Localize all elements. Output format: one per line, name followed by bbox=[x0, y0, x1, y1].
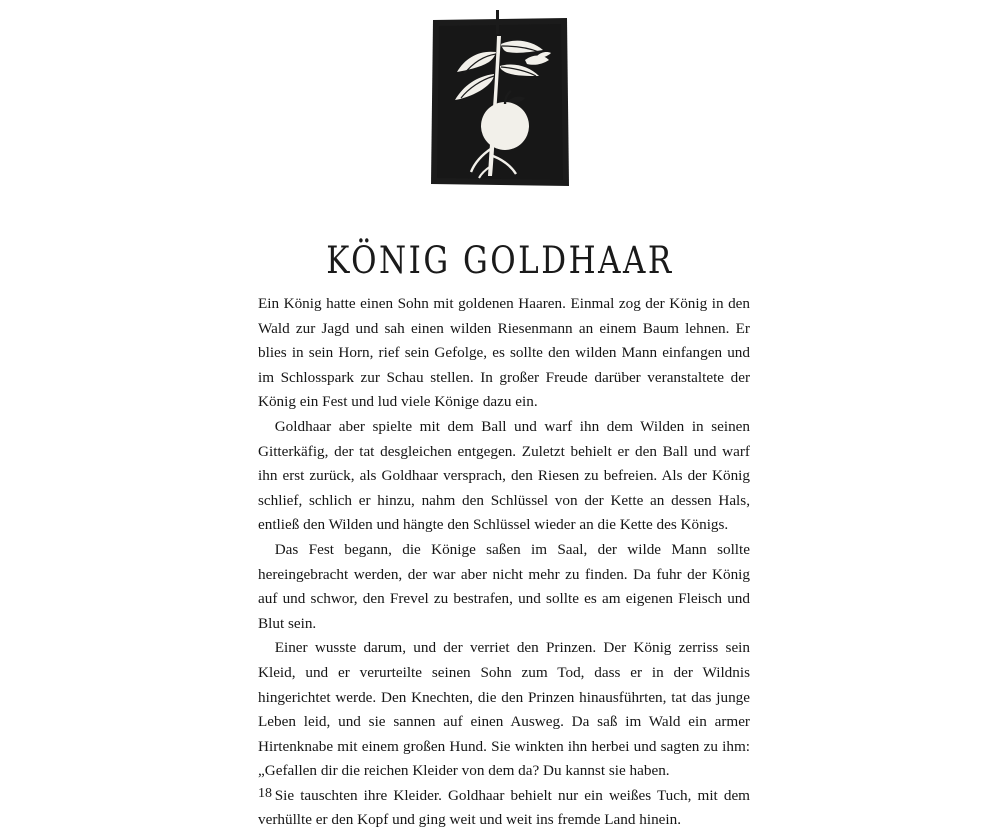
paragraph: Ein König hatte einen Sohn mit goldenen Haaren. Einmal zog der König in den Wald zur Jagd und sah einen wilden Riesenmann an einem Baum lehnen. Er blies in sein Horn, rief sein Gefolge, es sollte den wilden Mann einfangen und im Schlosspark zur Schau stellen. In großer Freude darüber veranstaltete der König ein Fest und lud viele Könige dazu ein. bbox=[258, 295, 750, 411]
woodcut-apple-tree-icon bbox=[417, 8, 583, 198]
paragraph: Goldhaar aber spielte mit dem Ball und warf ihn dem Wilden in seinen Gitterkäfig, der tat desgleichen entgegen. Zuletzt behielt er den Ball und warf ihn erst zurück, als Goldhaar versprach, den Riesen zu befreien. Als der König schlief, schlich er hinzu, nahm den Schlüssel von der Kette an dessen Hals, entließ den Wilden und hängte den Schlüssel wieder an die Kette des Königs. bbox=[258, 417, 750, 534]
page-number: 18 bbox=[258, 786, 272, 801]
body-text bbox=[258, 292, 750, 833]
paragraph: Einer wusste darum, und der verriet den Prinzen. Der König zerriss sein Kleid, und er verurteilte seinen Sohn zum Tod, dass er in der Wildnis hingerichtet werde. Den Knechten, die den Prinzen hinausführten, tat das junge Leben leid, und sie sannen auf einen Ausweg. Da saß im Wald ein armer Hirtenknabe mit einem großen Hund. Sie winkten ihn herbei und sagten zu ihm: „Gefallen dir die reichen Kleider von dem da? Du kannst sie haben. bbox=[258, 639, 750, 780]
paragraph: Das Fest begann, die Könige saßen im Saal, der wilde Mann sollte hereingebracht werden, der war aber nicht mehr zu finden. Da fuhr der König auf und schwor, den Frevel zu bestrafen, und sollte es am eigenen Fleisch und Blut sein. bbox=[258, 540, 750, 632]
chapter-title: KÖNIG GOLDHAAR bbox=[326, 238, 674, 283]
chapter-illustration bbox=[0, 8, 1000, 198]
paragraph: Sie tauschten ihre Kleider. Goldhaar behielt nur ein weißes Tuch, mit dem verhüllte er den Kopf und ging weit und weit ins fremde Land hinein. bbox=[258, 786, 750, 829]
